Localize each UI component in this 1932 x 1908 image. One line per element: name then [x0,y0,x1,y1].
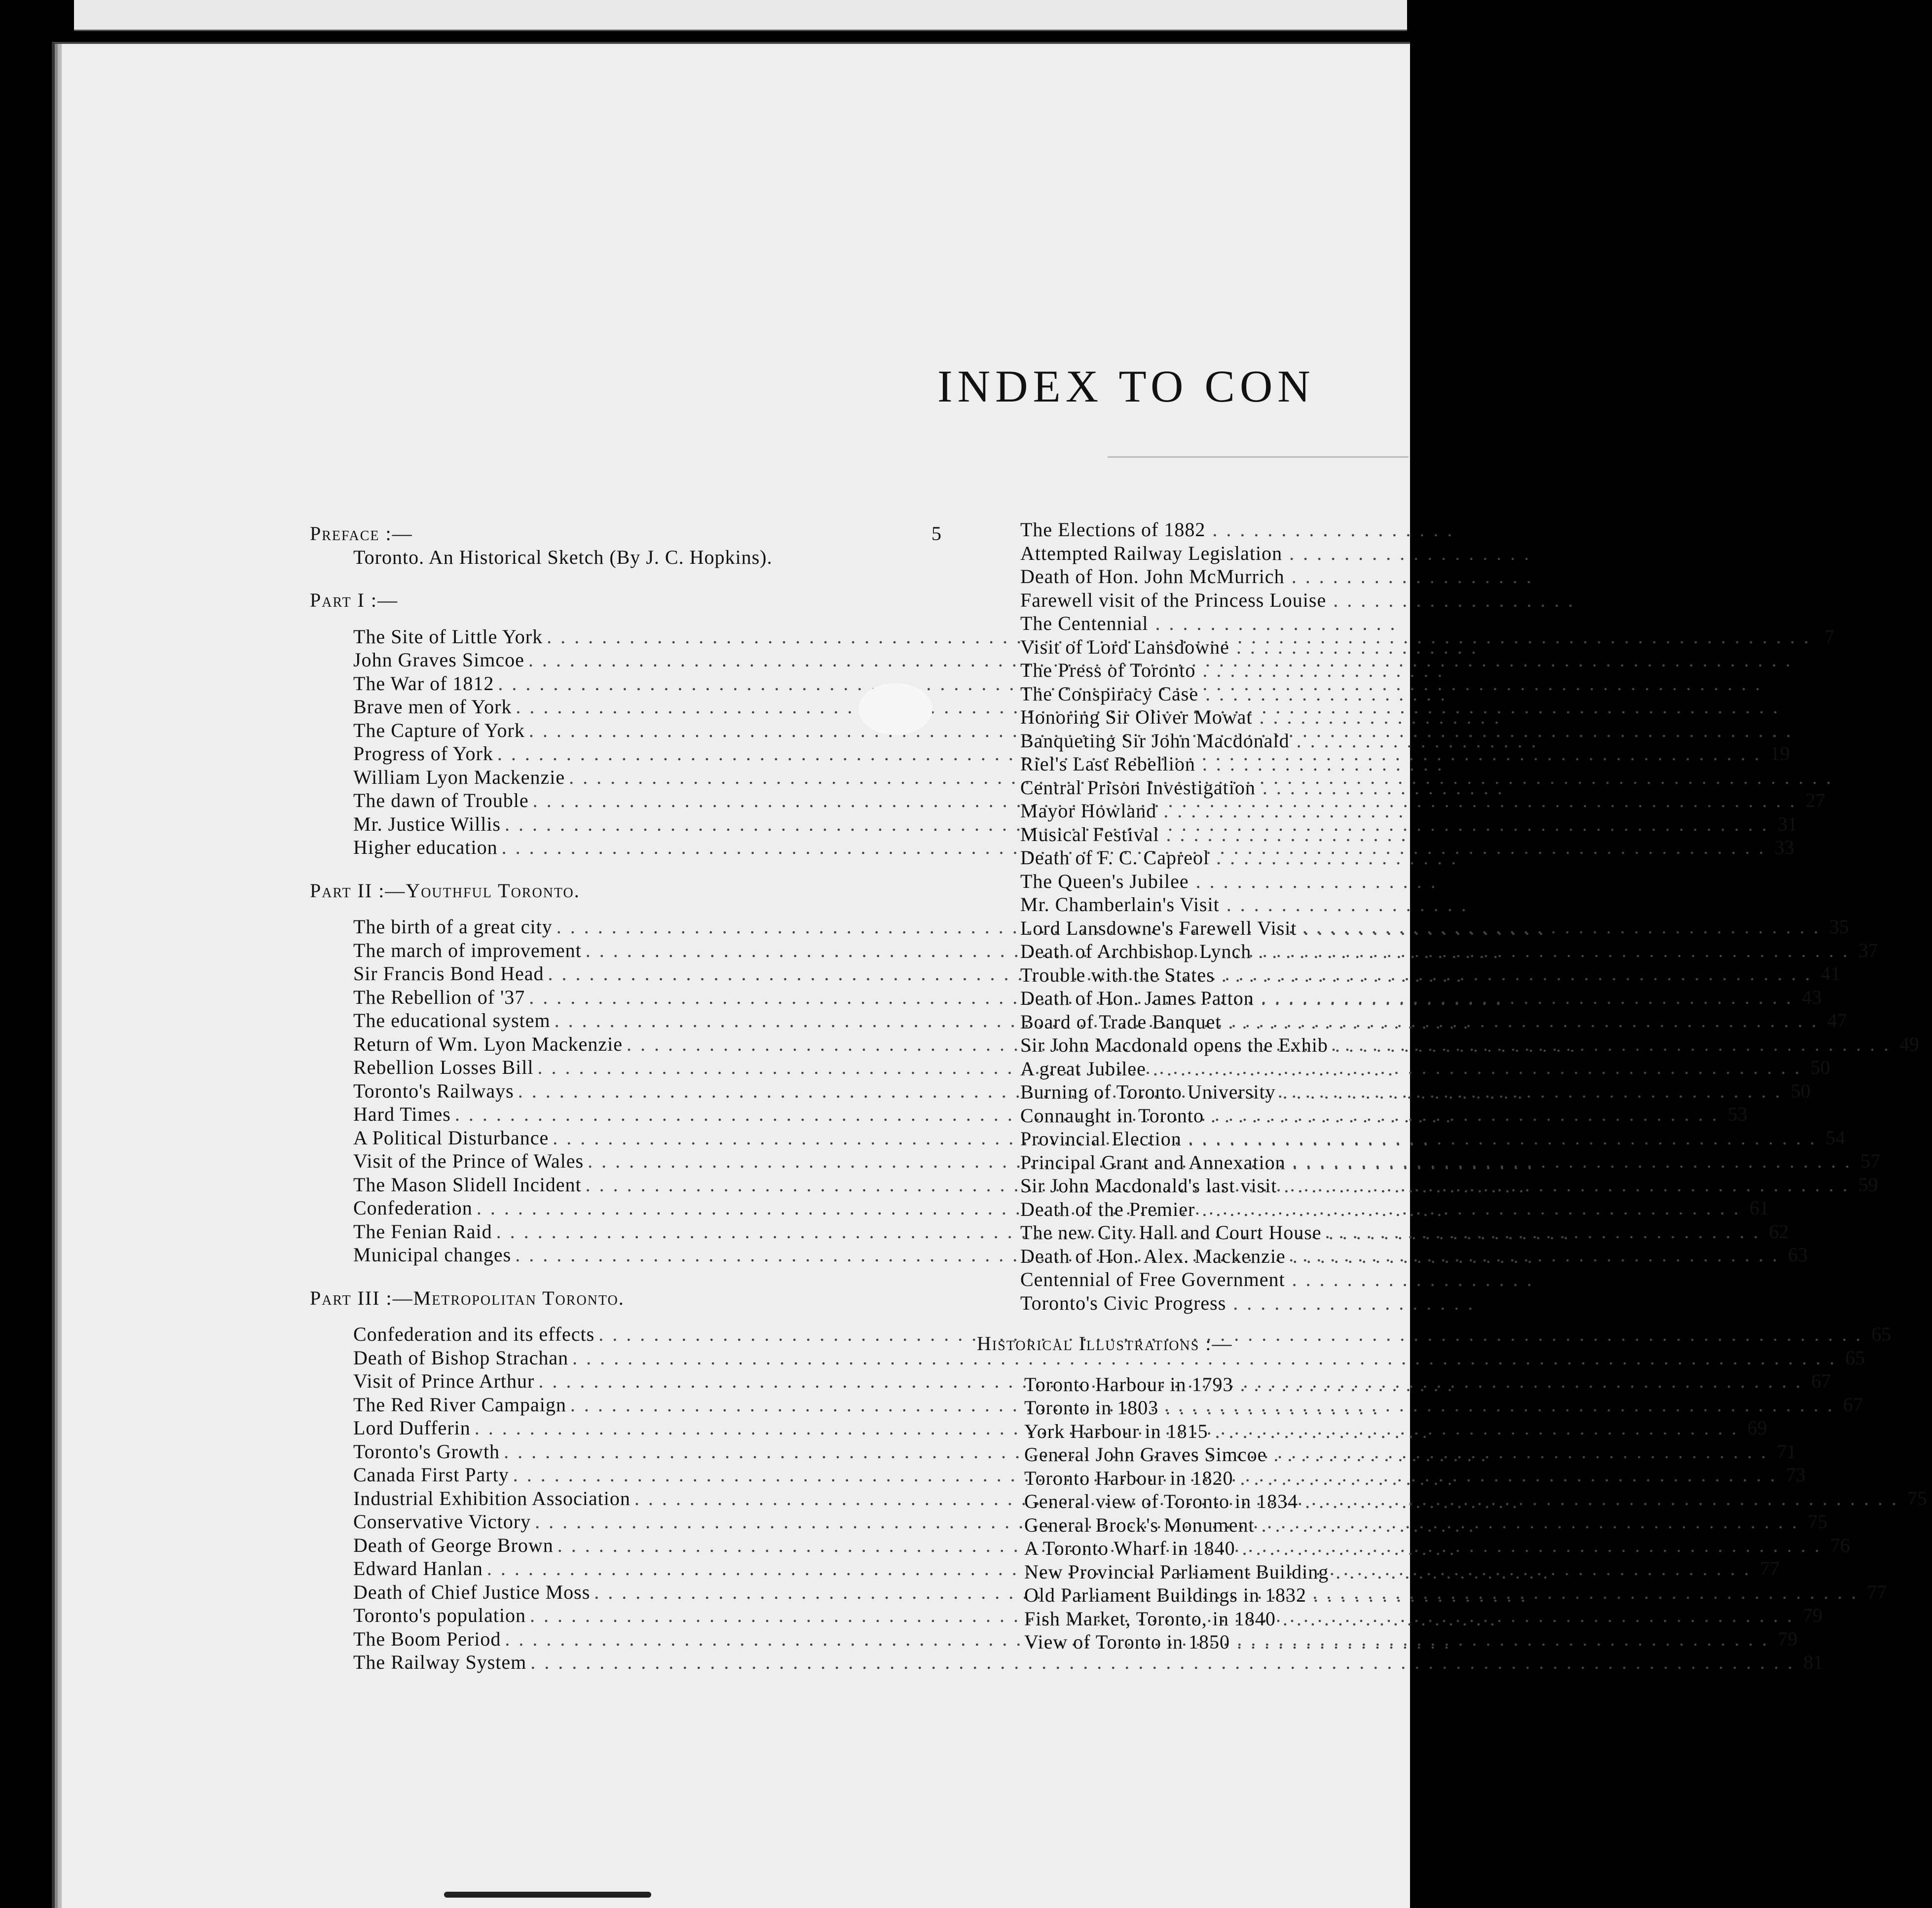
entry-title: York Harbour in 1815 [1024,1420,1208,1442]
illustration-entry [977,1373,1454,1396]
dot-leader: . . . . . . . . . . . . . . . . . . [1209,846,1458,869]
entry-page-number: 50 [1790,1079,1811,1102]
section-heading [310,879,951,903]
entry-page-number: 59 [1858,1173,1878,1196]
dot-leader: . . . . . . . . . . . . . . . . . . [1285,1245,1534,1267]
illustration-entry [977,1420,1429,1443]
entry-title: Edward Hanlan [353,1557,483,1579]
dot-leader: . . . . . . . . . . . . . . . . . . [1214,963,1463,986]
entry-page-number: 49 [1899,1032,1920,1055]
dot-leader: . . . . . . . . . . . . . . . . . . [1277,1174,1526,1197]
entry-page-number: 77 [1759,1557,1780,1579]
entry-page-number: 79 [1802,1604,1822,1626]
dot-leader: . . . . . . . . . . . . . . . . . . [1328,1034,1577,1056]
entry-title: The Red River Campaign [353,1393,566,1416]
dot-leader: . . . . . . . . . . . . . . . . [1254,1513,1476,1536]
entry-title: Mayor Howland [1020,800,1157,822]
dot-leader: . . . . . . . . . . . . . . . . [1208,1420,1429,1442]
entry-page-number: 54 [1825,1126,1846,1149]
entry-page-number: 27 [1805,789,1825,811]
toc-entry [977,776,1504,800]
entry-title: William Lyon Mackenzie [353,766,565,788]
entry-title: Toronto. An Historical Sketch (By J. C. Hopkins). [353,546,773,568]
dot-leader: . . . . . . . . . . . . . . . . . . [1229,635,1478,658]
toc-entry [977,823,1421,846]
illustration-entry [977,1396,1421,1420]
entry-title: Toronto in 1803 [1024,1396,1159,1419]
dot-leader: . . . . . . . . . . . . . . . . [1233,1373,1454,1395]
toc-entry [977,1174,1526,1198]
dot-leader: . . . . . . . . . . . . . . . . . . [1289,729,1538,752]
entry-title: General view of Toronto in 1834 [1024,1490,1299,1512]
entry-page-number: 19 [1770,742,1790,765]
entry-page-number: 35 [1829,916,1849,938]
toc-entry [310,1651,1823,1674]
entry-title: Mr. Chamberlain's Visit [1020,893,1220,916]
entry-title: Higher education [353,836,498,858]
toc-entry [977,518,1454,542]
entry-title: The Press of Toronto [1020,659,1196,681]
dot-leader: . . . . . . . . . . . . . . . . . . [1284,565,1533,587]
entry-title: Toronto's Railways [353,1079,514,1102]
toc-entry [310,695,951,719]
entry-title: Death of Bishop Strachan [353,1346,569,1369]
illustration-entry [977,1467,1454,1490]
entry-title: View of Toronto in 1850 [1024,1631,1230,1653]
entry-title: Burning of Toronto University [1020,1081,1276,1103]
dot-leader: . . . . . . . . . . . . . . . . [1306,1584,1527,1606]
dot-leader [530,1651,1794,1674]
dot-leader: . . . . . . . . . . . . . . . . . . [1285,1268,1534,1290]
entry-title: The Fenian Raid [353,1220,492,1243]
entry-title: Canada First Party [353,1464,509,1486]
dot-leader: . . . . . . . . . . . . . . . . . . [1297,917,1546,939]
toc-entry [977,1198,1444,1221]
page-title: INDEX TO CON [937,361,1315,411]
toc-entry [977,1221,1570,1245]
dot-leader: . . . . . . . . . . . . . . . . . . [1221,1010,1470,1033]
entry-page-number: 57 [1860,1150,1881,1172]
toc-entry [977,752,1444,776]
section-gap [310,859,951,879]
entry-title: A Toronto Wharf in 1840 [1024,1537,1235,1559]
page-stack-edge [74,0,1407,31]
entry-title: Visit of Prince Arthur [353,1370,535,1392]
entry-page-number: 77 [1867,1580,1887,1603]
entry-page-number: 47 [1827,1009,1847,1031]
contents-right-column [977,518,1577,1654]
toc-entry [977,588,1575,612]
entry-title: The Boom Period [353,1627,501,1650]
toc-entry [310,766,951,789]
illustration-entry [977,1583,1527,1607]
section-heading [310,522,951,546]
section-heading-text: Part III :—Metropolitan Toronto. [310,1286,625,1309]
entry-page-number: 65 [1845,1346,1865,1369]
entry-title: Death of F. C. Capreol [1020,846,1210,869]
entry-title: Industrial Exhibition Association [353,1487,631,1509]
entry-title: Attempted Railway Legislation [1020,542,1283,564]
entry-title: Death of Hon. John McMurrich [1020,565,1285,587]
dot-leader: . . . . . . . . . . . . . . . . . . [1251,940,1500,962]
dot-leader: . . . . . . . . . . . . . . . . . . [1195,1198,1444,1220]
entry-title: Riel's Last Rebellion [1020,753,1195,775]
toc-entry [977,987,1503,1010]
heading-gap [310,612,951,625]
entry-page-number: 37 [1858,939,1878,961]
toc-entry [977,1245,1534,1268]
toc-entry [977,1291,1475,1315]
entry-title: Lord Lansdowne's Farewell Visit [1020,917,1297,939]
illustration-entry [977,1607,1497,1631]
heading-gap [310,1310,951,1322]
entry-title: Conservative Victory [353,1510,531,1533]
entry-page-number: 61 [1749,1197,1769,1219]
section-heading-text: Part II :—Youthful Toronto. [310,879,580,902]
entry-title: Central Prison Investigation [1020,776,1256,799]
entry-title: Brave men of York [353,696,512,718]
entry-page-number: 33 [1774,836,1794,858]
toc-entry [977,1057,1421,1081]
toc-entry [310,546,951,569]
entry-title: Trouble with the States [1020,963,1215,986]
dot-leader: . . . . . . . . . . . . . . . . [1233,1467,1454,1489]
heading-gap [977,1356,1421,1373]
entry-title: The birth of a great city [353,916,553,938]
entry-page-number: 62 [1769,1220,1789,1243]
illustrations-heading: Historical Illustrations :— [977,1332,1233,1355]
dot-leader: . . . . . . . . . . . . . . . . [1230,1631,1451,1653]
dot-leader: . . . . . . . . . . . . . . . . [1275,1607,1497,1630]
toc-entry [977,565,1533,588]
entry-title: The Queen's Jubilee [1020,870,1189,892]
entry-page-number: 76 [1830,1534,1850,1556]
dot-leader: . . . . . . . . . . . . . . . . . . [1195,659,1445,681]
entry-page-number: 71 [1777,1440,1797,1463]
illustration-entry [977,1443,1488,1467]
entry-title: New Provincial Parliament Building [1024,1560,1329,1583]
entry-title: The War of 1812 [353,672,494,695]
entry-page-number: 73 [1785,1464,1806,1486]
entry-title: Visit of Lord Lansdowne [1020,635,1229,658]
toc-entry [977,682,1448,706]
toc-entry [977,659,1445,682]
entry-title: The Elections of 1882 [1020,518,1206,541]
entry-page-number: 75 [1907,1487,1927,1509]
toc-entry [310,672,951,696]
entry-title: Connaught in Toronto [1020,1104,1204,1127]
dot-leader: . . . . . . . . . . . . . . . . . . [1156,800,1406,822]
entry-title: The Site of Little York [353,625,543,648]
toc-entry [977,1010,1470,1034]
section-gap [310,1267,951,1286]
dot-leader: . . . . . . . . . . . . . . . . . . [1321,1221,1570,1244]
entry-title: Visit of the Prince of Wales [353,1150,584,1172]
entry-title: Sir John Macdonald opens the Exhib [1020,1034,1328,1056]
toc-entry [977,940,1500,963]
entry-page-number: 31 [1778,812,1797,835]
entry-title: Musical Festival [1020,823,1159,845]
title-rule [1108,456,1409,458]
dot-leader: . . . . . . . . . . . . . . . . . . [1181,1128,1430,1150]
entry-page-number: 79 [1778,1627,1798,1650]
entry-title: Sir Francis Bond Head [353,962,544,985]
illustration-entry [977,1490,1520,1513]
illustration-entry [977,1630,1451,1654]
entry-title: The dawn of Trouble [353,789,529,811]
entry-title: General Brock's Monument [1024,1513,1255,1536]
entry-title: Old Parliament Buildings in 1832 [1024,1584,1306,1606]
toc-entry [977,635,1478,659]
dot-leader: . . . . . . . . . . . . . . . . [1158,1396,1380,1419]
entry-title: Provincial Election [1020,1128,1182,1150]
toc-entry [310,1346,1865,1370]
dot-leader: . . . . . . . . . . . . . . . . . . [1326,588,1575,611]
entry-title: The Mason Slidell Incident [353,1173,582,1196]
entry-title: Sir John Macdonald's last visit [1020,1174,1277,1197]
dot-leader: . . . . . . . . . . . . . . . . . . [1226,1291,1475,1314]
entry-title: Progress of York [353,742,493,765]
entry-title: Fish Market, Toronto, in 1840 [1024,1607,1276,1630]
entry-title: A Political Disturbance [353,1126,549,1149]
toc-entry [977,1033,1577,1057]
entry-title: Honoring Sir Oliver Mowat [1020,706,1253,728]
entry-title: Toronto's population [353,1604,526,1626]
entry-page-number: 7 [1824,625,1835,648]
entry-title: Farewell visit of the Princess Louise [1020,588,1327,611]
entry-page-number: 41 [1821,962,1841,985]
entry-title: General John Graves Simcoe [1024,1443,1267,1466]
dot-leader: . . . . . . . . . . . . . . . . [1298,1490,1520,1512]
entry-title: Principal Grant and Annexation [1020,1151,1286,1174]
entry-title: Death of Hon. Alex. Mackenzie [1020,1245,1286,1267]
entry-page-number: 69 [1747,1417,1767,1439]
entry-title: The Conspiracy Case [1020,682,1199,705]
entry-page-number: 67 [1811,1370,1831,1392]
entry-page-number: 43 [1802,986,1822,1008]
entry-title: Hard Times [353,1103,451,1125]
illustration-entry [977,1513,1476,1537]
dot-leader: . . . . . . . . . . . . . . . . . . [1195,753,1444,775]
toc-entry [977,1080,1524,1104]
section-heading-text: Preface :— [310,522,413,545]
entry-page-number: 63 [1788,1244,1808,1266]
entry-title: Death of Hon. James Patton [1020,987,1254,1009]
toc-entry [310,719,951,742]
paper-blemish [858,683,932,735]
entry-page-number: 65 [1871,1323,1892,1345]
toc-entry [977,799,1421,823]
entry-page-number: 50 [1810,1056,1830,1078]
dot-leader: . . . . . . . . . . . . . . . . . . [1282,542,1531,564]
entry-title: The educational system [353,1009,551,1031]
dot-leader: . . . . . . . . . . . . . . . . . . [1219,893,1468,916]
toc-entry [977,846,1458,870]
entry-title: The march of improvement [353,939,582,961]
entry-title: Banqueting Sir John Macdonald [1020,729,1290,752]
dot-leader: . . . . . . . . . . . . . . . . . . [1254,987,1503,1009]
section-gap [977,1315,1421,1332]
dot-leader: . . . . . . . . . . . . . . . . [1235,1537,1456,1559]
illustration-entry [977,1537,1456,1560]
bottom-ink-mark [444,1892,651,1898]
dot-leader: . . . . . . . . . . . . . . . . [1266,1443,1488,1466]
entry-title: The Centennial [1020,612,1149,634]
entry-title: Toronto Harbour in 1793 [1024,1373,1233,1395]
entry-title: Toronto's Growth [353,1440,500,1463]
entry-title: The Railway System [353,1651,527,1673]
entry-title: Lord Dufferin [353,1417,471,1439]
entry-page-number: 67 [1843,1393,1863,1416]
dot-leader: . . . . . . . . . . . . . . . . . . [1205,518,1454,541]
entry-title: Death of the Premier [1020,1198,1195,1220]
dot-leader: . . . . . . . . . . . . . . . . . . [1159,823,1408,845]
toc-entry [977,917,1546,940]
dot-leader: . . . . . . . . . . . . . . . . . . [1204,1104,1453,1127]
entry-page-number: 75 [1808,1510,1828,1533]
dot-leader: . . . . . . . . . . . . . . . . [1329,1560,1550,1583]
dot-leader: . . . . . . . . . . . . . . . . . . [1252,706,1501,728]
entry-title: Toronto's Civic Progress [1020,1291,1226,1314]
dot-leader: . . . . . . . . . . . . . . . . . . [1198,682,1448,705]
section-gap [310,569,951,588]
entry-title: Rebellion Losses Bill [353,1056,534,1078]
toc-entry [310,648,951,672]
entry-title: The Capture of York [353,719,525,741]
entry-title: A great Jubilee [1020,1057,1146,1080]
entry-title: Return of Wm. Lyon Mackenzie [353,1032,623,1055]
section-heading [310,588,951,612]
entry-title: Confederation and its effects [353,1323,595,1345]
toc-entry [977,612,1421,635]
toc-entry [977,1268,1534,1291]
entry-title: Toronto Harbour in 1820 [1024,1467,1233,1489]
entry-page-number: 53 [1727,1103,1747,1125]
entry-title: Mr. Justice Willis [353,812,501,835]
entry-title: Death of Archbishop Lynch [1020,940,1252,962]
entry-title: Centennial of Free Government [1020,1268,1285,1290]
dot-leader: . . . . . . . . . . . . . . . . . . [1189,870,1438,892]
illustration-entry [977,1560,1550,1584]
entry-title: The new City Hall and Court House [1020,1221,1322,1244]
section-page-number: 5 [931,522,941,545]
toc-entry [977,893,1468,917]
entry-title: Death of George Brown [353,1534,554,1556]
toc-entry [977,1104,1453,1128]
toc-entry [977,1127,1430,1151]
section-heading-text: Part I :— [310,589,398,611]
entry-title: Confederation [353,1197,473,1219]
dot-leader: . . . . . . . . . . . . . . . . . . [1275,1081,1524,1103]
entry-title: Municipal changes [353,1244,512,1266]
entry-title: Board of Trade Banquet [1020,1010,1222,1033]
section-heading [310,1286,951,1310]
toc-entry [977,705,1501,729]
toc-entry [977,729,1538,753]
entry-page-number: 81 [1803,1651,1823,1673]
toc-entry [977,963,1463,987]
toc-entry [977,542,1531,565]
entry-title: The Rebellion of '37 [353,986,525,1008]
dot-leader: . . . . . . . . . . . . . . . . . . [1285,1151,1534,1174]
dot-leader: . . . . . . . . . . . . . . . . . . [1148,612,1397,634]
heading-gap [310,902,951,915]
toc-entry [977,1151,1534,1174]
toc-entry [977,870,1438,893]
dot-leader: . . . . . . . . . . . . . . . . . . [1255,776,1504,799]
entry-title: Death of Chief Justice Moss [353,1580,591,1603]
entry-title: John Graves Simcoe [353,649,524,671]
dot-leader: . . . . . . . . . . . . . . . . . . [1146,1057,1395,1080]
